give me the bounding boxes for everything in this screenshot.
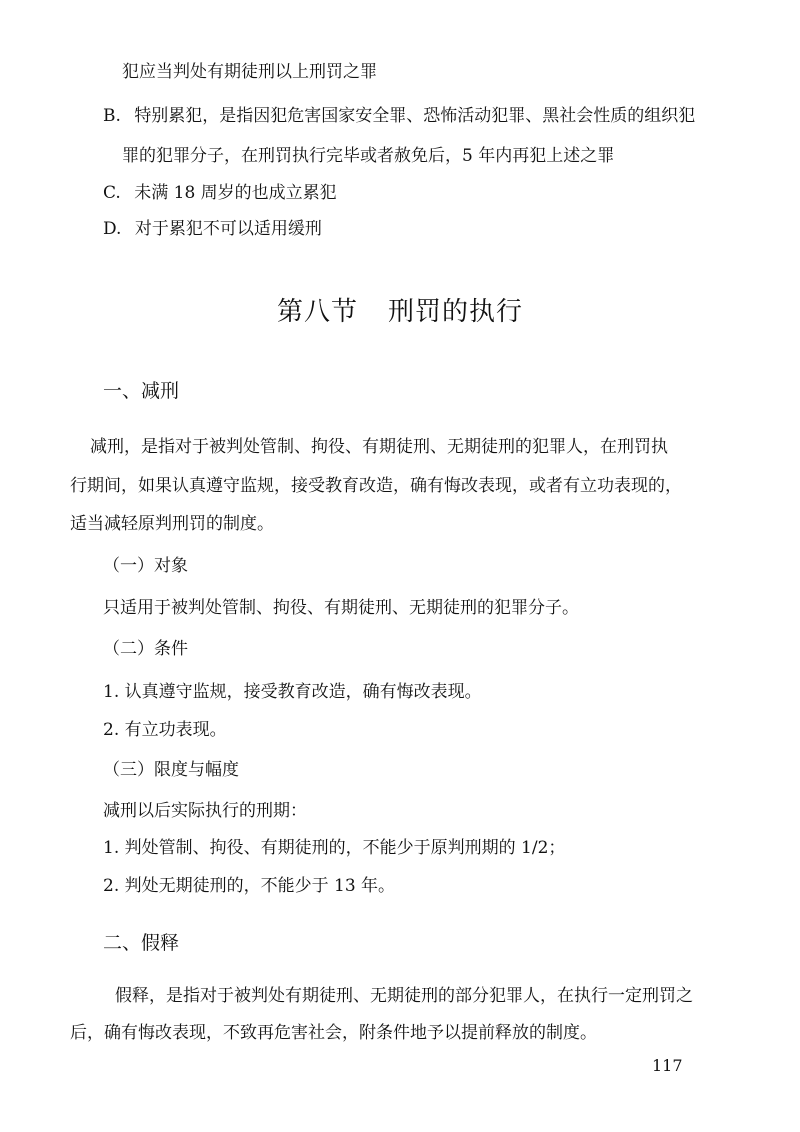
option-c — [103, 181, 337, 205]
sub3-intro: 减刑以后实际执行的刑期： — [103, 801, 307, 821]
part1-definition-line-1: 减刑，是指对于被判处管制、拘役、有期徒刑、无期徒刑的犯罪人，在刑罚执 — [90, 437, 668, 457]
option-d — [103, 217, 322, 241]
option-c-letter: C. — [103, 183, 121, 203]
option-b-line-2: 罪的犯罪分子，在刑罚执行完毕或者赦免后，5 年内再犯上述之罪 — [122, 146, 615, 166]
option-b-letter: B. — [103, 106, 121, 126]
section-name: 刑罚的执行 — [388, 297, 524, 327]
option-b — [103, 104, 695, 128]
part1-heading: 一、减刑 — [103, 380, 180, 402]
option-d-text: 对于累犯不可以适用缓刑 — [134, 219, 322, 239]
part1-definition-line-2: 行期间，如果认真遵守监规，接受教育改造，确有悔改表现，或者有立功表现的， — [70, 476, 682, 496]
part2-definition-line-2: 后，确有悔改表现，不致再危害社会，附条件地予以提前释放的制度。 — [70, 1023, 597, 1043]
sub1-text: 只适用于被判处管制、拘役、有期徒刑、无期徒刑的犯罪分子。 — [103, 598, 579, 618]
option-b-line-1: 特别累犯，是指因犯危害国家安全罪、恐怖活动犯罪、黑社会性质的组织犯 — [134, 106, 696, 126]
sub3-item-1: 1. 判处管制、拘役、有期徒刑的，不能少于原判刑期的 1/2； — [103, 838, 566, 858]
sub3-heading: （三）限度与幅度 — [103, 760, 239, 780]
sub1-heading: （一）对象 — [103, 556, 188, 576]
option-d-letter: D. — [103, 219, 122, 239]
sub2-item-1: 1. 认真遵守监规，接受教育改造，确有悔改表现。 — [103, 682, 482, 702]
option-c-text: 未满 18 周岁的也成立累犯 — [134, 183, 337, 203]
sub2-item-2: 2. 有立功表现。 — [103, 720, 227, 740]
section-title — [0, 292, 800, 332]
sub2-heading: （二）条件 — [103, 639, 188, 659]
section-number: 第八节 — [276, 297, 358, 327]
part2-heading: 二、假释 — [103, 932, 180, 954]
part2-definition-line-1: 假释，是指对于被判处有期徒刑、无期徒刑的部分犯罪人，在执行一定刑罚之 — [115, 986, 693, 1006]
page-number: 117 — [652, 1056, 683, 1075]
sub3-item-2: 2. 判处无期徒刑的，不能少于 13 年。 — [103, 876, 396, 896]
continuation-line: 犯应当判处有期徒刑以上刑罚之罪 — [122, 62, 377, 82]
part1-definition-line-3: 适当减轻原判刑罚的制度。 — [70, 514, 274, 534]
